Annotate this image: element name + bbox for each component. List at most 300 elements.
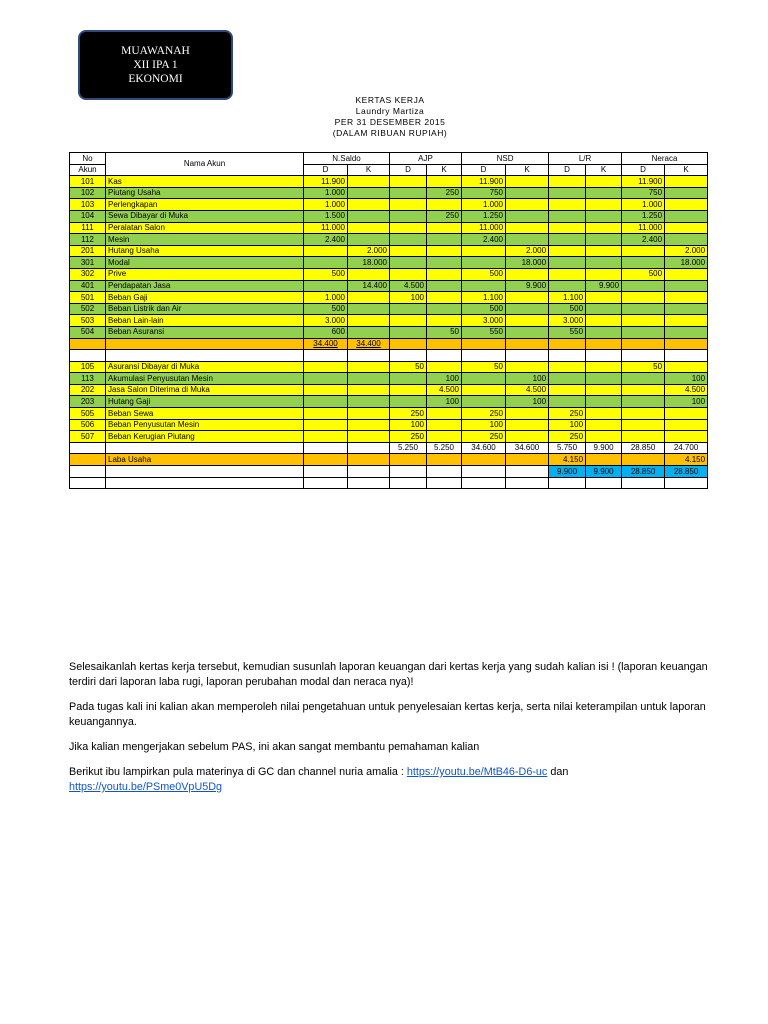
account-number: 202 xyxy=(70,384,106,396)
amount-cell: 11.000 xyxy=(622,222,665,234)
amount-cell xyxy=(586,361,622,373)
table-row xyxy=(70,350,708,362)
amount-cell: 11.000 xyxy=(304,222,348,234)
amount-cell xyxy=(304,350,348,362)
amount-cell: 11.000 xyxy=(462,222,506,234)
amount-cell xyxy=(427,176,462,188)
amount-cell xyxy=(622,373,665,385)
amount-cell xyxy=(665,477,708,489)
account-number: 105 xyxy=(70,361,106,373)
amount-cell xyxy=(506,466,549,478)
account-name: Peralatan Salon xyxy=(106,222,304,234)
amount-cell xyxy=(304,477,348,489)
instruction-paragraph: Jika kalian mengerjakan sebelum PAS, ini akan sangat membantu pemahaman kalian xyxy=(69,741,480,753)
amount-cell: 600 xyxy=(304,326,348,338)
account-number xyxy=(70,477,106,489)
amount-cell xyxy=(462,384,506,396)
amount-cell: 34.400 xyxy=(348,338,390,350)
account-number xyxy=(70,442,106,454)
table-row xyxy=(70,466,708,478)
header-account-name: Nama Akun xyxy=(106,153,304,176)
amount-cell xyxy=(586,419,622,431)
amount-cell xyxy=(586,373,622,385)
amount-cell xyxy=(390,466,427,478)
amount-cell xyxy=(622,477,665,489)
amount-cell: 9.900 xyxy=(506,280,549,292)
amount-cell: 50 xyxy=(427,326,462,338)
amount-cell xyxy=(586,245,622,257)
amount-cell: 4.500 xyxy=(506,384,549,396)
amount-cell xyxy=(390,384,427,396)
amount-cell xyxy=(390,176,427,188)
amount-cell xyxy=(462,373,506,385)
amount-cell xyxy=(506,210,549,222)
amount-cell xyxy=(506,431,549,443)
amount-cell: 250 xyxy=(549,431,586,443)
amount-cell xyxy=(622,384,665,396)
amount-cell xyxy=(348,268,390,280)
amount-cell: 100 xyxy=(462,419,506,431)
amount-cell xyxy=(506,477,549,489)
amount-cell xyxy=(427,431,462,443)
amount-cell xyxy=(390,257,427,269)
amount-cell xyxy=(348,454,390,466)
table-row xyxy=(70,442,708,454)
amount-cell xyxy=(462,280,506,292)
amount-cell: 1.250 xyxy=(622,210,665,222)
youtube-link-2[interactable]: https://youtu.be/PSme0VpU5Dg xyxy=(69,781,223,793)
amount-cell: 18.000 xyxy=(665,257,708,269)
amount-cell: 14.400 xyxy=(348,280,390,292)
amount-cell xyxy=(665,419,708,431)
amount-cell xyxy=(506,303,549,315)
amount-cell xyxy=(549,350,586,362)
amount-cell xyxy=(427,338,462,350)
header-balance-sheet: Neraca xyxy=(622,153,708,165)
amount-cell xyxy=(390,199,427,211)
worksheet-table xyxy=(69,152,708,489)
table-row xyxy=(70,338,708,350)
amount-cell xyxy=(427,454,462,466)
amount-cell: 250 xyxy=(462,431,506,443)
amount-cell xyxy=(390,210,427,222)
header-income-statement: L/R xyxy=(549,153,622,165)
account-name: Akumulasi Penyusutan Mesin xyxy=(106,373,304,385)
worksheet-body xyxy=(70,176,708,489)
amount-cell: 500 xyxy=(304,268,348,280)
account-number: 102 xyxy=(70,187,106,199)
amount-cell: 250 xyxy=(427,210,462,222)
amount-cell xyxy=(348,373,390,385)
account-name: Laba Usaha xyxy=(106,454,304,466)
amount-cell: 250 xyxy=(390,431,427,443)
amount-cell xyxy=(549,222,586,234)
student-class: XII IPA 1 xyxy=(133,59,178,71)
amount-cell xyxy=(348,408,390,420)
amount-cell xyxy=(304,396,348,408)
amount-cell: 50 xyxy=(622,361,665,373)
amount-cell xyxy=(348,477,390,489)
amount-cell xyxy=(586,477,622,489)
amount-cell xyxy=(506,222,549,234)
amount-cell: 100 xyxy=(549,419,586,431)
amount-cell xyxy=(586,199,622,211)
amount-cell: 28.850 xyxy=(622,442,665,454)
amount-cell xyxy=(665,361,708,373)
header-adjustments: AJP xyxy=(390,153,462,165)
amount-cell xyxy=(549,210,586,222)
amount-cell: 9.900 xyxy=(549,466,586,478)
amount-cell xyxy=(348,292,390,304)
amount-cell xyxy=(665,303,708,315)
instruction-paragraph xyxy=(69,765,709,795)
amount-cell: 4.150 xyxy=(665,454,708,466)
amount-cell xyxy=(622,257,665,269)
table-row xyxy=(70,210,708,222)
amount-cell xyxy=(506,454,549,466)
amount-cell: 18.000 xyxy=(506,257,549,269)
amount-cell xyxy=(549,338,586,350)
amount-cell xyxy=(506,361,549,373)
amount-cell xyxy=(665,234,708,246)
amount-cell xyxy=(549,280,586,292)
amount-cell xyxy=(348,326,390,338)
amount-cell: 50 xyxy=(390,361,427,373)
amount-cell xyxy=(622,408,665,420)
amount-cell xyxy=(586,222,622,234)
amount-cell: 550 xyxy=(462,326,506,338)
amount-cell xyxy=(622,350,665,362)
amount-cell xyxy=(348,431,390,443)
amount-cell: 500 xyxy=(462,303,506,315)
account-number: 111 xyxy=(70,222,106,234)
account-name: Beban Kerugian Piutang xyxy=(106,431,304,443)
amount-cell xyxy=(348,361,390,373)
amount-cell xyxy=(506,419,549,431)
header-debit: D xyxy=(304,164,348,176)
amount-cell xyxy=(549,245,586,257)
amount-cell xyxy=(586,187,622,199)
amount-cell xyxy=(348,199,390,211)
amount-cell xyxy=(348,350,390,362)
period-date: PER 31 DESEMBER 2015 xyxy=(334,117,446,127)
header-credit: K xyxy=(427,164,462,176)
amount-cell xyxy=(304,466,348,478)
amount-cell xyxy=(462,257,506,269)
account-name: Asuransi Dibayar di Muka xyxy=(106,361,304,373)
amount-cell xyxy=(390,222,427,234)
table-row xyxy=(70,477,708,489)
amount-cell xyxy=(462,350,506,362)
table-row xyxy=(70,199,708,211)
amount-cell xyxy=(427,350,462,362)
amount-cell xyxy=(390,245,427,257)
account-name: Beban Gaji xyxy=(106,292,304,304)
account-name: Hutang Usaha xyxy=(106,245,304,257)
amount-cell: 5.250 xyxy=(427,442,462,454)
account-number: 201 xyxy=(70,245,106,257)
account-name: Perlengkapan xyxy=(106,199,304,211)
amount-cell xyxy=(304,384,348,396)
account-number: 504 xyxy=(70,326,106,338)
account-name: Beban Sewa xyxy=(106,408,304,420)
amount-cell: 2.400 xyxy=(304,234,348,246)
table-row xyxy=(70,234,708,246)
account-name: Jasa Salon Diterima di Muka xyxy=(106,384,304,396)
amount-cell xyxy=(462,454,506,466)
account-number: 505 xyxy=(70,408,106,420)
amount-cell xyxy=(390,326,427,338)
header-account: Akun xyxy=(70,164,106,176)
amount-cell xyxy=(622,431,665,443)
amount-cell: 100 xyxy=(390,292,427,304)
amount-cell xyxy=(390,350,427,362)
amount-cell xyxy=(390,303,427,315)
amount-cell xyxy=(390,268,427,280)
amount-cell: 1.000 xyxy=(622,199,665,211)
amount-cell: 28.850 xyxy=(665,466,708,478)
amount-cell xyxy=(665,350,708,362)
amount-cell: 100 xyxy=(665,396,708,408)
amount-cell: 100 xyxy=(506,373,549,385)
amount-cell xyxy=(462,245,506,257)
amount-cell xyxy=(304,442,348,454)
account-name xyxy=(106,442,304,454)
amount-cell xyxy=(427,419,462,431)
amount-cell xyxy=(462,466,506,478)
account-name: Modal xyxy=(106,257,304,269)
amount-cell xyxy=(348,303,390,315)
amount-cell xyxy=(427,280,462,292)
amount-cell xyxy=(622,292,665,304)
account-name xyxy=(106,350,304,362)
header-debit: D xyxy=(462,164,506,176)
amount-cell xyxy=(304,419,348,431)
amount-cell xyxy=(304,280,348,292)
amount-cell xyxy=(506,326,549,338)
amount-cell xyxy=(586,257,622,269)
amount-cell xyxy=(665,338,708,350)
header-trial-balance: N.Saldo xyxy=(304,153,390,165)
amount-cell xyxy=(304,245,348,257)
amount-cell: 34.600 xyxy=(506,442,549,454)
amount-cell xyxy=(390,338,427,350)
amount-cell xyxy=(665,222,708,234)
amount-cell xyxy=(665,176,708,188)
table-row xyxy=(70,396,708,408)
table-row xyxy=(70,187,708,199)
amount-cell xyxy=(427,199,462,211)
assignment-instructions xyxy=(69,660,709,805)
table-row xyxy=(70,431,708,443)
amount-cell xyxy=(622,245,665,257)
table-row xyxy=(70,257,708,269)
account-number xyxy=(70,350,106,362)
amount-cell: 1.100 xyxy=(549,292,586,304)
account-name: Beban Asuransi xyxy=(106,326,304,338)
amount-cell: 250 xyxy=(390,408,427,420)
header-credit: K xyxy=(506,164,549,176)
amount-cell: 11.900 xyxy=(462,176,506,188)
amount-cell: 11.900 xyxy=(622,176,665,188)
amount-cell xyxy=(586,338,622,350)
amount-cell xyxy=(348,466,390,478)
amount-cell xyxy=(586,176,622,188)
account-number: 112 xyxy=(70,234,106,246)
company-name: Laundry Martiza xyxy=(355,106,425,116)
amount-cell xyxy=(390,234,427,246)
amount-cell: 100 xyxy=(390,419,427,431)
header-no: No xyxy=(70,153,106,165)
amount-cell xyxy=(549,257,586,269)
amount-cell xyxy=(586,326,622,338)
account-number: 506 xyxy=(70,419,106,431)
amount-cell xyxy=(506,187,549,199)
amount-cell xyxy=(665,280,708,292)
amount-cell xyxy=(506,268,549,280)
amount-cell xyxy=(427,257,462,269)
links-intro: Berikut ibu lampirkan pula materinya di GC dan channel nuria amalia : xyxy=(69,766,407,778)
amount-cell: 2.000 xyxy=(506,245,549,257)
amount-cell xyxy=(506,350,549,362)
amount-cell xyxy=(622,315,665,327)
instruction-paragraph: Selesaikanlah kertas kerja tersebut, kemudian susunlah laporan keuangan dari kertas kerja yang sudah kalian isi ! (laporan keuangan terdiri dari laporan laba rugi, laporan perubahan modal dan neraca nya)! xyxy=(69,661,708,688)
amount-cell: 18.000 xyxy=(348,257,390,269)
amount-cell: 28.850 xyxy=(622,466,665,478)
table-row xyxy=(70,315,708,327)
header-adjusted-balance: NSD xyxy=(462,153,549,165)
amount-cell xyxy=(586,292,622,304)
amount-cell xyxy=(622,326,665,338)
amount-cell xyxy=(390,187,427,199)
table-row xyxy=(70,280,708,292)
amount-cell: 100 xyxy=(665,373,708,385)
account-name: Piutang Usaha xyxy=(106,187,304,199)
account-name: Sewa Dibayar di Muka xyxy=(106,210,304,222)
table-row xyxy=(70,292,708,304)
amount-cell xyxy=(462,396,506,408)
account-number: 302 xyxy=(70,268,106,280)
account-number xyxy=(70,454,106,466)
amount-cell xyxy=(304,257,348,269)
amount-cell xyxy=(586,315,622,327)
amount-cell xyxy=(427,361,462,373)
account-name: Beban Penyusutan Mesin xyxy=(106,419,304,431)
amount-cell: 4.500 xyxy=(665,384,708,396)
amount-cell: 1.500 xyxy=(304,210,348,222)
amount-cell: 11.900 xyxy=(304,176,348,188)
account-number: 113 xyxy=(70,373,106,385)
account-number xyxy=(70,338,106,350)
amount-cell xyxy=(348,234,390,246)
amount-cell xyxy=(348,442,390,454)
header-debit: D xyxy=(622,164,665,176)
amount-cell xyxy=(304,454,348,466)
amount-cell xyxy=(622,419,665,431)
amount-cell xyxy=(622,338,665,350)
table-row xyxy=(70,245,708,257)
amount-cell: 750 xyxy=(622,187,665,199)
account-name: Beban Lain-lain xyxy=(106,315,304,327)
amount-cell xyxy=(390,454,427,466)
amount-cell xyxy=(390,373,427,385)
amount-cell xyxy=(427,222,462,234)
amount-cell xyxy=(348,315,390,327)
account-number xyxy=(70,466,106,478)
amount-cell xyxy=(665,315,708,327)
amount-cell: 4.500 xyxy=(427,384,462,396)
header-debit: D xyxy=(549,164,586,176)
account-name: Beban Listrik dan Air xyxy=(106,303,304,315)
account-name xyxy=(106,338,304,350)
account-number: 103 xyxy=(70,199,106,211)
amount-cell xyxy=(427,315,462,327)
amount-cell xyxy=(586,350,622,362)
amount-cell: 24.700 xyxy=(665,442,708,454)
amount-cell xyxy=(427,245,462,257)
amount-cell xyxy=(506,176,549,188)
amount-cell xyxy=(427,408,462,420)
amount-cell: 1.250 xyxy=(462,210,506,222)
amount-cell xyxy=(549,477,586,489)
instruction-paragraph: Pada tugas kali ini kalian akan memperoleh nilai pengetahuan untuk penyelesaian kertas kerja, serta nilai keterampilan untuk laporan keuangannya. xyxy=(69,701,706,728)
amount-cell xyxy=(549,384,586,396)
account-number: 301 xyxy=(70,257,106,269)
amount-cell xyxy=(622,454,665,466)
amount-cell xyxy=(427,477,462,489)
header-debit: D xyxy=(390,164,427,176)
amount-cell: 34.600 xyxy=(462,442,506,454)
amount-cell xyxy=(586,431,622,443)
table-row xyxy=(70,326,708,338)
youtube-link-1[interactable]: https://youtu.be/MtB46-D6-uc xyxy=(406,766,548,778)
amount-cell xyxy=(665,292,708,304)
account-number: 503 xyxy=(70,315,106,327)
amount-cell xyxy=(348,419,390,431)
amount-cell: 5.250 xyxy=(390,442,427,454)
worksheet-title: KERTAS KERJA xyxy=(355,95,425,105)
amount-cell xyxy=(304,361,348,373)
amount-cell: 4.500 xyxy=(390,280,427,292)
amount-cell: 500 xyxy=(304,303,348,315)
account-number: 502 xyxy=(70,303,106,315)
amount-cell: 34.400 xyxy=(304,338,348,350)
amount-cell xyxy=(304,431,348,443)
amount-cell xyxy=(462,338,506,350)
account-number: 203 xyxy=(70,396,106,408)
amount-cell xyxy=(622,303,665,315)
amount-cell: 5.750 xyxy=(549,442,586,454)
amount-cell xyxy=(665,408,708,420)
account-name xyxy=(106,466,304,478)
amount-cell xyxy=(348,210,390,222)
amount-cell xyxy=(506,315,549,327)
amount-cell xyxy=(348,176,390,188)
amount-cell xyxy=(586,210,622,222)
amount-cell xyxy=(586,396,622,408)
table-row xyxy=(70,303,708,315)
amount-cell: 250 xyxy=(427,187,462,199)
amount-cell xyxy=(549,187,586,199)
amount-cell: 9.900 xyxy=(586,280,622,292)
amount-cell xyxy=(427,292,462,304)
amount-cell: 1.000 xyxy=(304,199,348,211)
amount-cell xyxy=(549,373,586,385)
amount-cell xyxy=(549,361,586,373)
account-number: 101 xyxy=(70,176,106,188)
amount-cell: 50 xyxy=(462,361,506,373)
amount-cell: 3.000 xyxy=(304,315,348,327)
